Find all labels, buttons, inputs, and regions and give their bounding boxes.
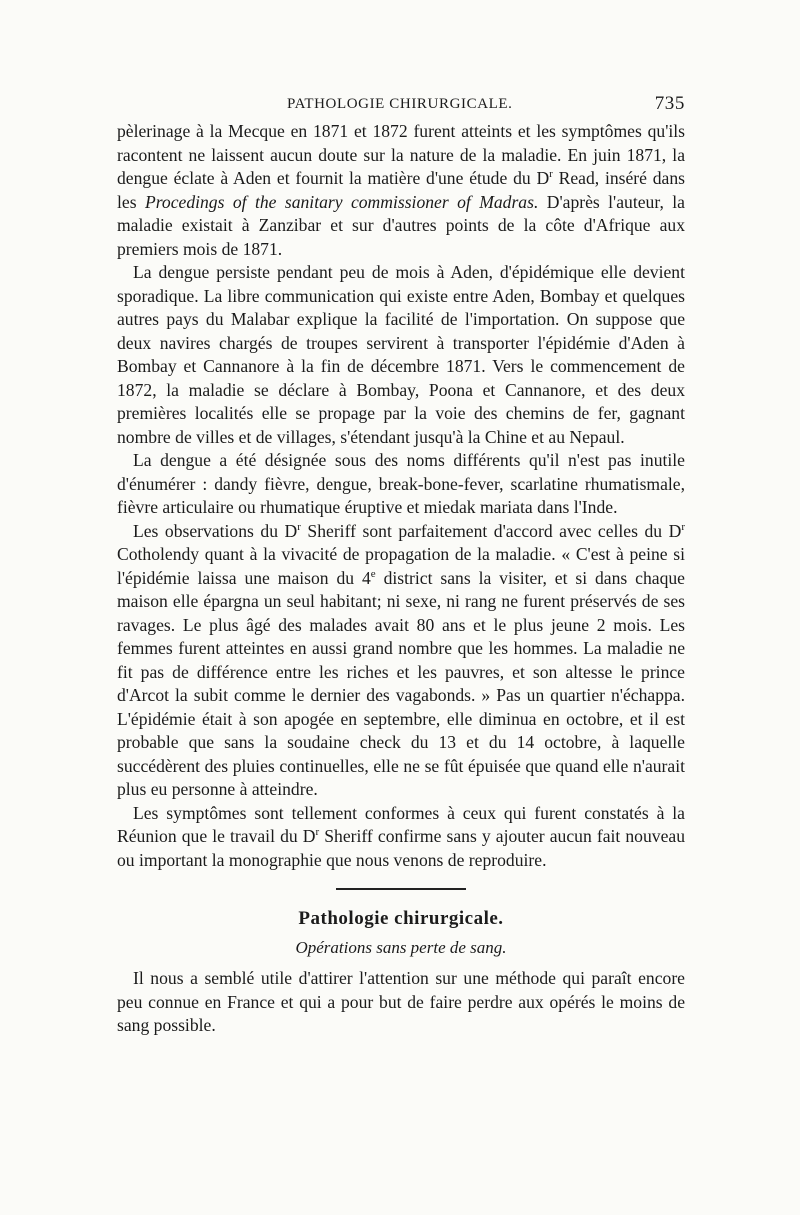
text-run: pèlerinage à la Mecque en 1871 et 1872 furent atteints et les symptômes qu'ils racontent ne laissent aucun doute sur la nature de la maladie. En juin 1871, la dengue éclate à Aden et fournit la matière d'une étude du D bbox=[117, 121, 685, 188]
book-page bbox=[117, 93, 685, 1038]
text-run: Sheriff confirme sans y ajouter aucun fait nouveau ou important la monographie que nous venons de reproduire. bbox=[117, 826, 685, 870]
superscript: e bbox=[370, 567, 376, 580]
page-number: 735 bbox=[654, 93, 685, 114]
superscript: r bbox=[681, 520, 685, 533]
section-divider bbox=[336, 888, 466, 890]
paragraph-1 bbox=[117, 120, 685, 261]
subsection-title: Opérations sans perte de sang. bbox=[295, 938, 507, 957]
text-run: Les symptômes sont tellement conformes à ceux qui furent constatés à la Réunion que le travail du D bbox=[117, 802, 685, 846]
section-title: Pathologie chirurgicale. bbox=[298, 908, 504, 929]
running-head bbox=[117, 93, 685, 120]
text-run: Sheriff sont parfaitement d'accord avec celles du D bbox=[300, 520, 682, 541]
superscript: r bbox=[549, 168, 553, 181]
text-run: D'après l'auteur, la maladie existait à Zanzibar et sur d'autres points de la côte d'Afrique aux premiers mois de 1871. bbox=[117, 191, 685, 259]
running-title: PATHOLOGIE CHIRURGICALE. bbox=[287, 96, 513, 112]
paragraph-3: La dengue a été désignée sous des noms différents qu'il n'est pas inutile d'énumérer : dandy fièvre, dengue, break-bone-fever, scarlatine rhumatismale, fièvre articulaire ou rhumatique éruptive et miedak mariata dans l'Inde. bbox=[117, 450, 685, 517]
superscript: r bbox=[297, 520, 301, 533]
text-run: Cotholendy quant à la vivacité de propagation de la maladie. « C'est à peine si l'épidémie laissa une maison du 4 bbox=[117, 544, 685, 588]
paragraph-4 bbox=[117, 520, 685, 802]
paragraph-2: La dengue persiste pendant peu de mois à Aden, d'épidémique elle devient sporadique. La libre communication qui existe entre Aden, Bombay et quelques autres pays du Malabar explique la facilité de l'importation. On suppose que deux navires chargés de troupes servirent à transporter l'épidémie d'Aden à Bombay et Cannanore à la fin de décembre 1871. Vers le commencement de 1872, la maladie se déclare à Bombay, Poona et Cannanore, et des deux premières localités elle se propage par la voie des chemins de fer, gagnant nombre de villes et de villages, s'étendant jusqu'à la Chine et au Nepaul. bbox=[117, 262, 685, 447]
paragraph-6: Il nous a semblé utile d'attirer l'attention sur une méthode qui paraît encore peu connue en France et qui a pour but de faire perdre aux opérés le moins de sang possible. bbox=[117, 968, 685, 1035]
text-run: Read, inséré dans les bbox=[117, 168, 685, 212]
text-run: district sans la visiter, et si dans chaque maison elle épargna un seul habitant; ni sexe, ni rang ne furent préservés de ses ravages. Le plus âgé des malades avait 80 ans et le plus jeune 2 mois. Les femmes furent atteintes en aussi grand nombre que les hommes. La maladie ne fit pas de différence entre les riches et les pauvres, et son altesse le prince d'Arcot la subit comme le dernier des vagabonds. » Pas un quartier n'échappa. L'épidémie était à son apogée en septembre, elle diminua en octobre, et il est probable que sans la soudaine check du 13 et du 14 octobre, à laquelle succédèrent des pluies continuelles, elle ne se fût épuisée que quand elle n'aurait plus eu personne à atteindre. bbox=[117, 567, 685, 799]
text-run: Les observations du D bbox=[133, 520, 298, 541]
italic-title: Procedings of the sanitary commissioner of Madras. bbox=[144, 191, 539, 212]
superscript: r bbox=[315, 826, 320, 839]
paragraph-5 bbox=[117, 802, 685, 873]
